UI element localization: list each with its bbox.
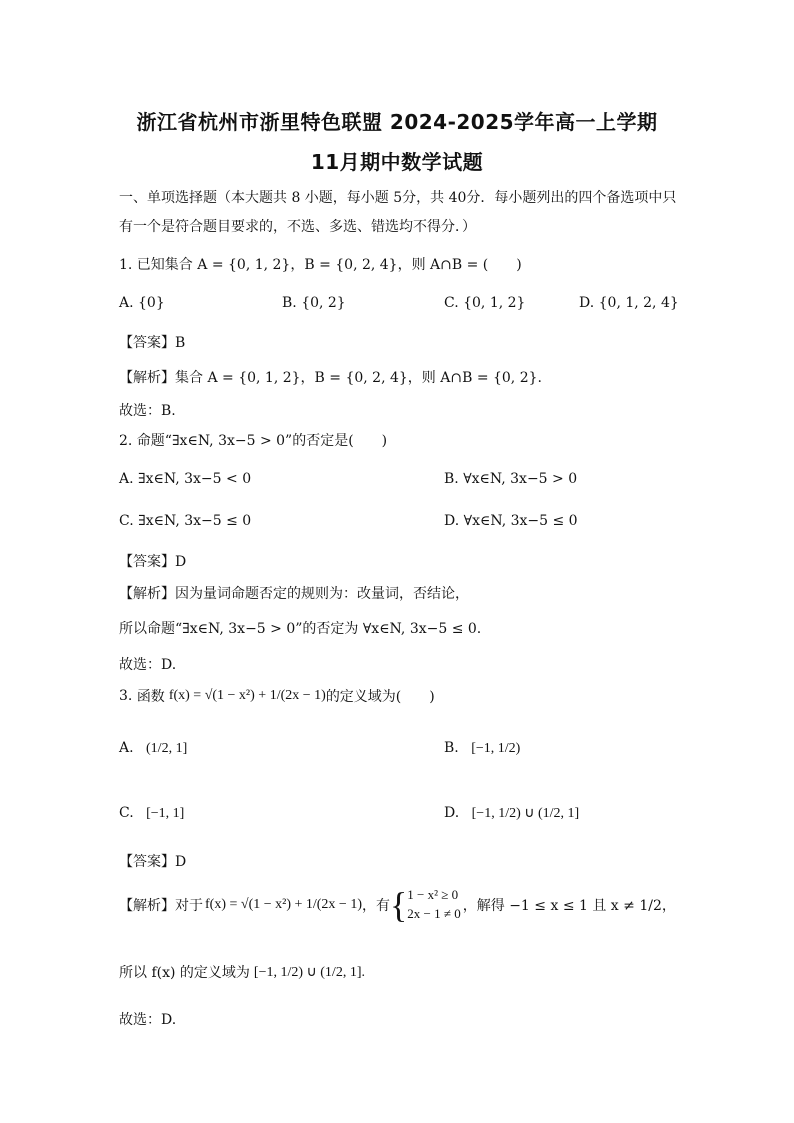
q2-analysis-line2: 所以命题“∃x∈N, 3x−5 > 0”的否定为 ∀x∈N, 3x−5 ≤ 0.: [119, 621, 482, 637]
q3-option-b-label: B.: [444, 740, 459, 756]
q2-analysis-line1: 【解析】因为量词命题否定的规则为：改量词，否结论，: [119, 586, 469, 602]
q3-option-a-value: (1/2, 1]: [146, 741, 188, 756]
q2-stem: 2. 命题“∃x∈N, 3x−5 > 0”的否定是( ): [119, 433, 388, 449]
q1-stem: 1. 已知集合 A = {0, 1, 2}，B = {0, 2, 4}，则 A∩B = ( ): [119, 257, 522, 273]
q3-number: 3.: [119, 688, 133, 704]
q3-answer: 【答案】D: [119, 854, 187, 870]
q2-answer: 【答案】D: [119, 554, 187, 570]
q3-analysis-prefix: 【解析】对于: [119, 897, 203, 914]
q1-answer: 【答案】B: [119, 335, 186, 351]
condition-1: 1 − x² ≥ 0: [407, 887, 459, 902]
q3-option-c-value: [−1, 1]: [146, 806, 185, 821]
q3-function: f(x) = √(1 − x²) + 1/(2x − 1): [168, 688, 326, 703]
q3-option-c-label: C.: [119, 805, 134, 821]
q3-option-b-value: [−1, 1/2): [471, 741, 521, 756]
q3-analysis-have: ，有: [362, 897, 390, 914]
q3-domain-line: [119, 962, 365, 982]
q3-option-a-label: A.: [119, 740, 134, 756]
condition-2: 2x − 1 ≠ 0: [407, 905, 461, 921]
document-title-line2: 11月期中数学试题: [310, 150, 484, 174]
q1-option-d: D. {0, 1, 2, 4}: [579, 295, 679, 311]
q3-option-d: [444, 805, 579, 822]
q3-stem: [119, 686, 435, 706]
q2-option-b: B. ∀x∈N, 3x−5 > 0: [444, 471, 578, 487]
q3-stem-suffix: 的定义域为( ): [325, 689, 435, 705]
q3-analysis-solve: ，解得 −1 ≤ x ≤ 1 且 x ≠ 1/2，: [462, 897, 676, 914]
q1-option-b: B. {0, 2}: [282, 295, 346, 311]
q3-option-a: [119, 740, 187, 757]
q3-option-b: [444, 740, 520, 757]
q3-option-d-value: [−1, 1/2) ∪ (1/2, 1]: [471, 806, 580, 821]
q3-option-d-label: D.: [444, 805, 460, 821]
system-brace: {: [390, 884, 408, 925]
condition-system: [407, 886, 460, 924]
q2-option-c: C. ∃x∈N, 3x−5 ≤ 0: [119, 513, 252, 529]
q3-option-c: [119, 805, 184, 822]
q1-option-c: C. {0, 1, 2}: [444, 295, 526, 311]
q2-conclusion: 故选：D.: [119, 657, 177, 673]
section-header-line1: 一、单项选择题（本大题共 8 小题，每小题 5分，共 40分．每小题列出的四个备选项中只: [119, 190, 677, 206]
q3-stem-prefix: 函数: [136, 689, 165, 705]
q2-option-d: D. ∀x∈N, 3x−5 ≤ 0: [444, 513, 578, 529]
q2-option-a: A. ∃x∈N, 3x−5 < 0: [119, 471, 252, 487]
document-title-line1: 浙江省杭州市浙里特色联盟 2024-2025学年高一上学期: [136, 110, 658, 134]
q3-domain-value: [−1, 1/2) ∪ (1/2, 1].: [253, 964, 365, 980]
q1-conclusion: 故选：B.: [119, 403, 176, 419]
q3-conclusion: 故选：D.: [119, 1012, 177, 1028]
q3-domain-prefix: 所以 f(x) 的定义域为: [119, 965, 250, 981]
q1-option-a: A. {0}: [119, 295, 165, 311]
q3-analysis: [119, 886, 676, 924]
q3-analysis-function: f(x) = √(1 − x²) + 1/(2x − 1): [205, 896, 362, 912]
q1-analysis: 【解析】集合 A = {0, 1, 2}，B = {0, 2, 4}，则 A∩B = {0, 2}.: [119, 370, 542, 386]
section-header-line2: 有一个是符合题目要求的，不选、多选、错选均不得分．）: [119, 219, 476, 235]
